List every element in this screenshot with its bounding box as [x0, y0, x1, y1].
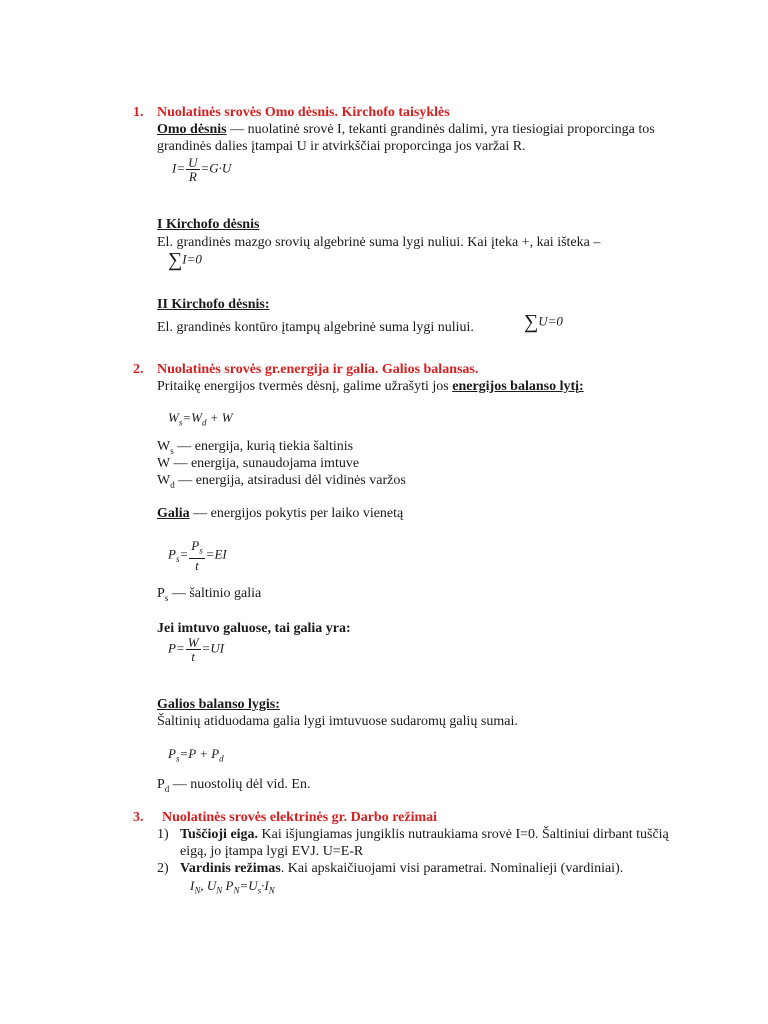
kirchhoff-1-formula: ∑I=0 — [168, 249, 202, 271]
list-item-2-number: 2) — [157, 861, 169, 876]
omo-law-paragraph — [157, 121, 655, 138]
ohm-formula: I= $\frac{U}{R}$ =G·U — [172, 155, 232, 184]
no-load-term: Tuščioji eiga. — [180, 827, 259, 842]
list-item-1-line2: eigą, jo įtampa lygi EVJ. U=E-R — [180, 844, 364, 859]
energy-balance-formula: $W_s=W_d + W$ — [168, 410, 233, 428]
power-balance-title: Galios balanso lygis: — [157, 697, 280, 712]
section-2-heading: Nuolatinės srovės gr.energija ir galia. Galios balansas. — [157, 362, 479, 377]
section-2-number: 2. — [133, 362, 144, 377]
kirchhoff-1-text: El. grandinės mazgo srovių algebrinė suma lygi nuliui. Kai įteka +, kai išteka – — [157, 235, 601, 250]
power-balance-text: Šaltinių atiduodama galia lygi imtuvuose sudaromų galių sumai. — [157, 714, 518, 729]
power-term: Galia — [157, 506, 190, 521]
section-1-number: 1. — [133, 105, 144, 120]
omo-law-term: Omo dėsnis — [157, 122, 227, 137]
kirchhoff-2-formula: ∑U=0 — [524, 311, 563, 333]
ps-definition: $P_s$ — šaltinio galia — [157, 586, 262, 603]
receiver-power-formula: P= $\frac{W}{t}$ =UI — [168, 635, 225, 664]
power-balance-formula: $P_s=P + P_d$ — [168, 746, 224, 764]
ws-definition: $W_s$ — energija, kurią tiekia šaltinis — [157, 439, 354, 456]
pd-definition: $P_d$ — nuostolių dėl vid. En. — [157, 777, 311, 794]
wd-definition: $W_d$ — energija, atsiradusi dėl vidinės varžos — [157, 473, 406, 490]
w-definition: W — energija, sunaudojama imtuve — [157, 456, 360, 471]
list-item-1-number: 1) — [157, 827, 169, 842]
rated-mode-term: Vardinis režimas — [180, 861, 281, 876]
rated-parameters-formula: $I_N$, $U_N$ $P_N=U_s\cdot I_N$ — [190, 878, 275, 896]
energy-balance-term: energijos balanso lytį: — [452, 379, 584, 394]
receiver-power-heading: Jei imtuvo galuose, tai galia yra: — [157, 621, 351, 636]
kirchhoff-1-title: I Kirchofo dėsnis — [157, 217, 260, 232]
source-power-formula: $P_s=$ $\frac{P_s}{t}$ =EI — [168, 538, 227, 573]
kirchhoff-2-title: II Kirchofo dėsnis: — [157, 297, 270, 312]
list-item-2: Vardinis režimas. Kai apskaičiuojami visi parametrai. Nominalieji (vardiniai). — [180, 861, 624, 876]
omo-law-definition-line2: grandinės dalies įtampai U ir atvirkščiai proporcinga jos varžai R. — [157, 139, 526, 154]
power-definition: Galia — energijos pokytis per laiko vienetą — [157, 506, 404, 521]
omo-law-definition: — nuolatinė srovė I, tekanti grandinės dalimi, yra tiesiogiai proporcinga tos — [226, 122, 655, 137]
section-1-heading: Nuolatinės srovės Omo dėsnis. Kirchofo taisyklės — [157, 105, 450, 120]
energy-balance-intro: Pritaikę energijos tvermės dėsnį, galime užrašyti jos energijos balanso lytį: — [157, 379, 584, 394]
section-3-heading: Nuolatinės srovės elektrinės gr. Darbo režimai — [162, 810, 438, 825]
kirchhoff-2-text: El. grandinės kontūro įtampų algebrinė suma lygi nuliui. — [157, 320, 474, 335]
section-3-number: 3. — [133, 810, 144, 825]
list-item-1: Tuščioji eiga. Kai išjungiamas jungiklis nutraukiama srovė I=0. Šaltiniui dirbant tuščią — [180, 827, 669, 842]
